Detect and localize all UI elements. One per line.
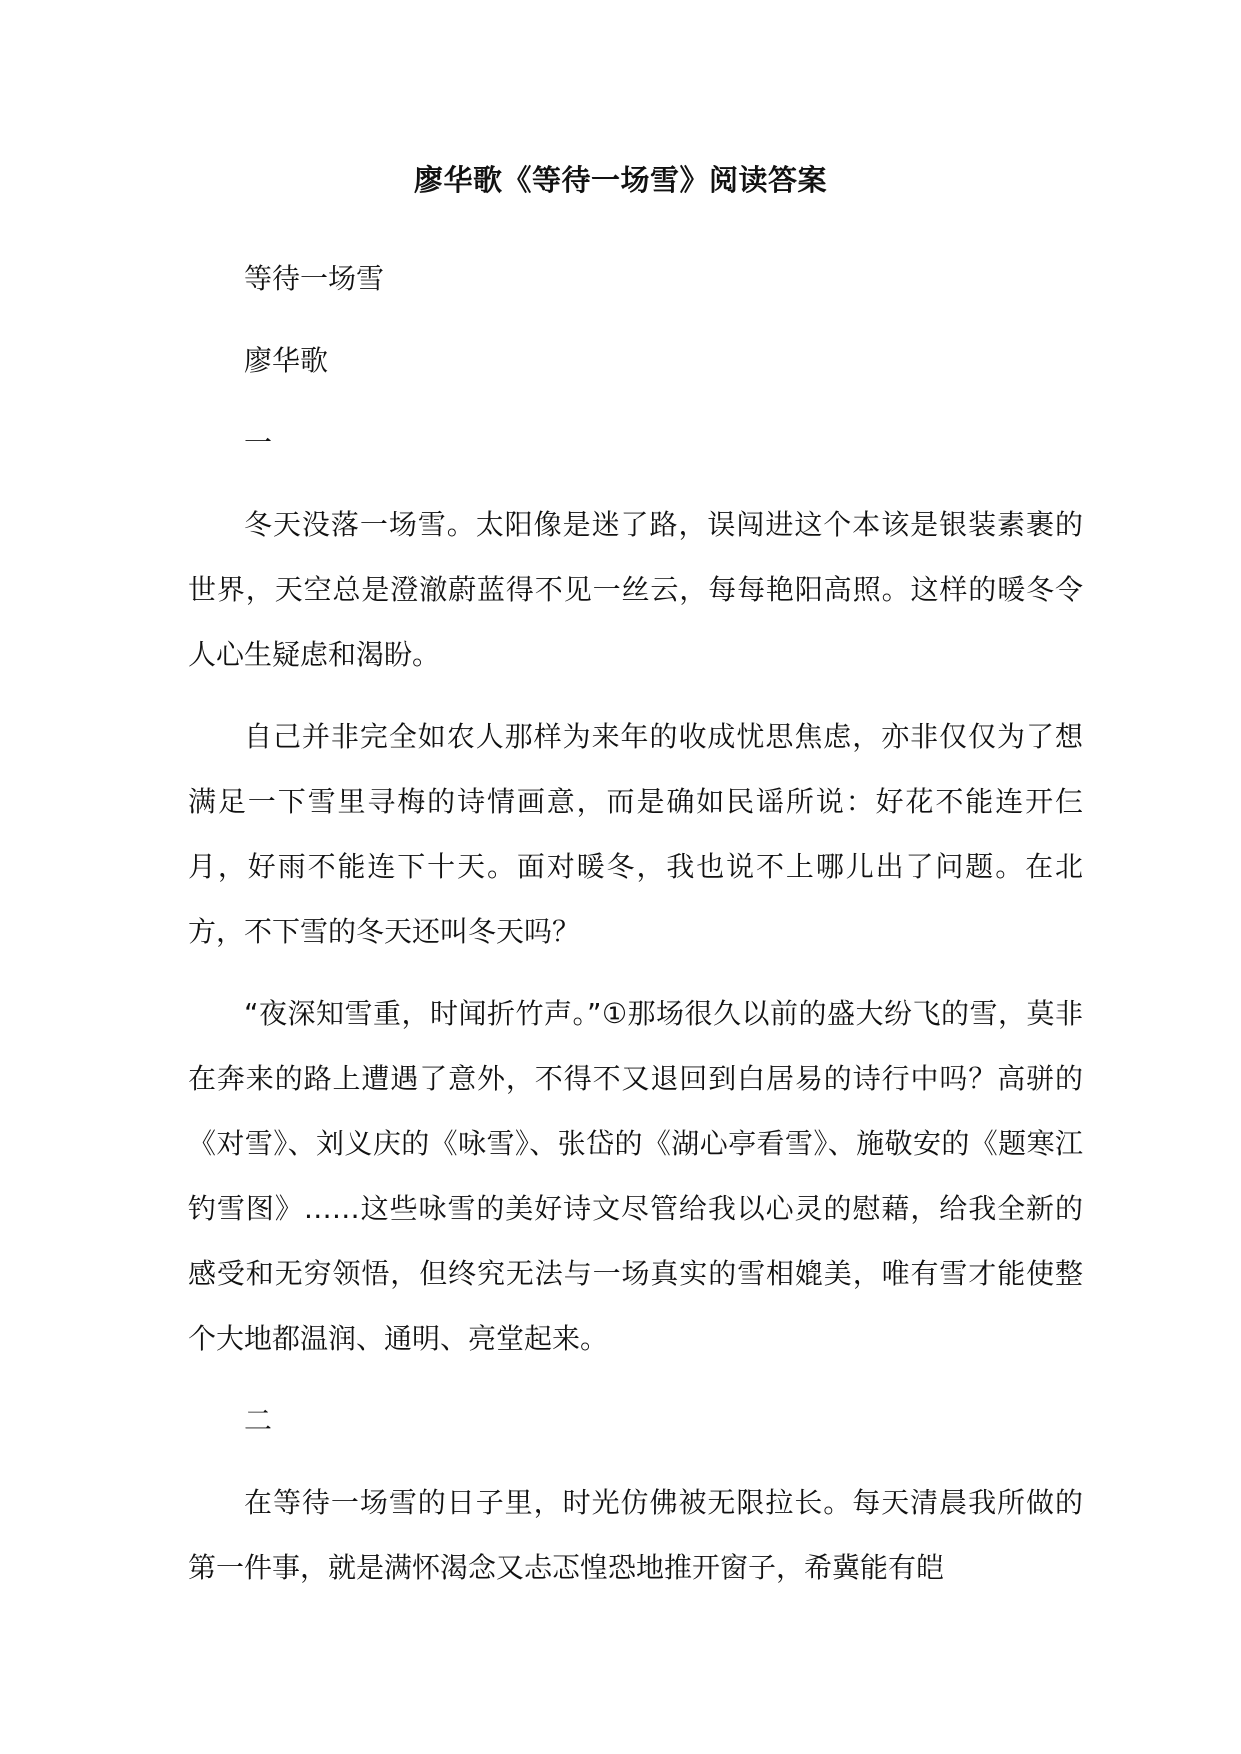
article-author: 廖华歌 bbox=[244, 344, 329, 377]
document-body bbox=[188, 246, 1083, 1617]
body-paragraph: 自己并非完全如农人那样为来年的收成忧思焦虑，亦非仅仅为了想满足一下雪里寻梅的诗情画意，而是确如民谣所说：好花不能连开仨月，好雨不能连下十天。面对暖冬，我也说不上哪儿出了问题。在北方，不下雪的冬天还叫冬天吗？ bbox=[188, 720, 1083, 948]
document-title: 廖华歌《等待一场雪》阅读答案 bbox=[413, 163, 827, 197]
body-paragraph: 冬天没落一场雪。太阳像是迷了路，误闯进这个本该是银装素裹的世界，天空总是澄澈蔚蓝得不见一丝云，每每艳阳高照。这样的暖冬令人心生疑虑和渴盼。 bbox=[188, 508, 1083, 671]
section-number: 一 bbox=[244, 426, 273, 459]
body-paragraph: “夜深知雪重，时闻折竹声。”①那场很久以前的盛大纷飞的雪，莫非在奔来的路上遭遇了意外，不得不又退回到白居易的诗行中吗？高骈的《对雪》、刘义庆的《咏雪》、张岱的《湖心亭看雪》、施敬安的《题寒江钓雪图》……这些咏雪的美好诗文尽管给我以心灵的慰藉，给我全新的感受和无穷领悟，但终究无法与一场真实的雪相媲美，唯有雪才能使整个大地都温润、通明、亮堂起来。 bbox=[188, 997, 1083, 1355]
body-paragraph: 在等待一场雪的日子里，时光仿佛被无限拉长。每天清晨我所做的第一件事，就是满怀渴念又忐忑惶恐地推开窗子，希冀能有皑 bbox=[188, 1486, 1083, 1584]
section-number: 二 bbox=[244, 1404, 273, 1437]
article-title: 等待一场雪 bbox=[244, 262, 385, 295]
